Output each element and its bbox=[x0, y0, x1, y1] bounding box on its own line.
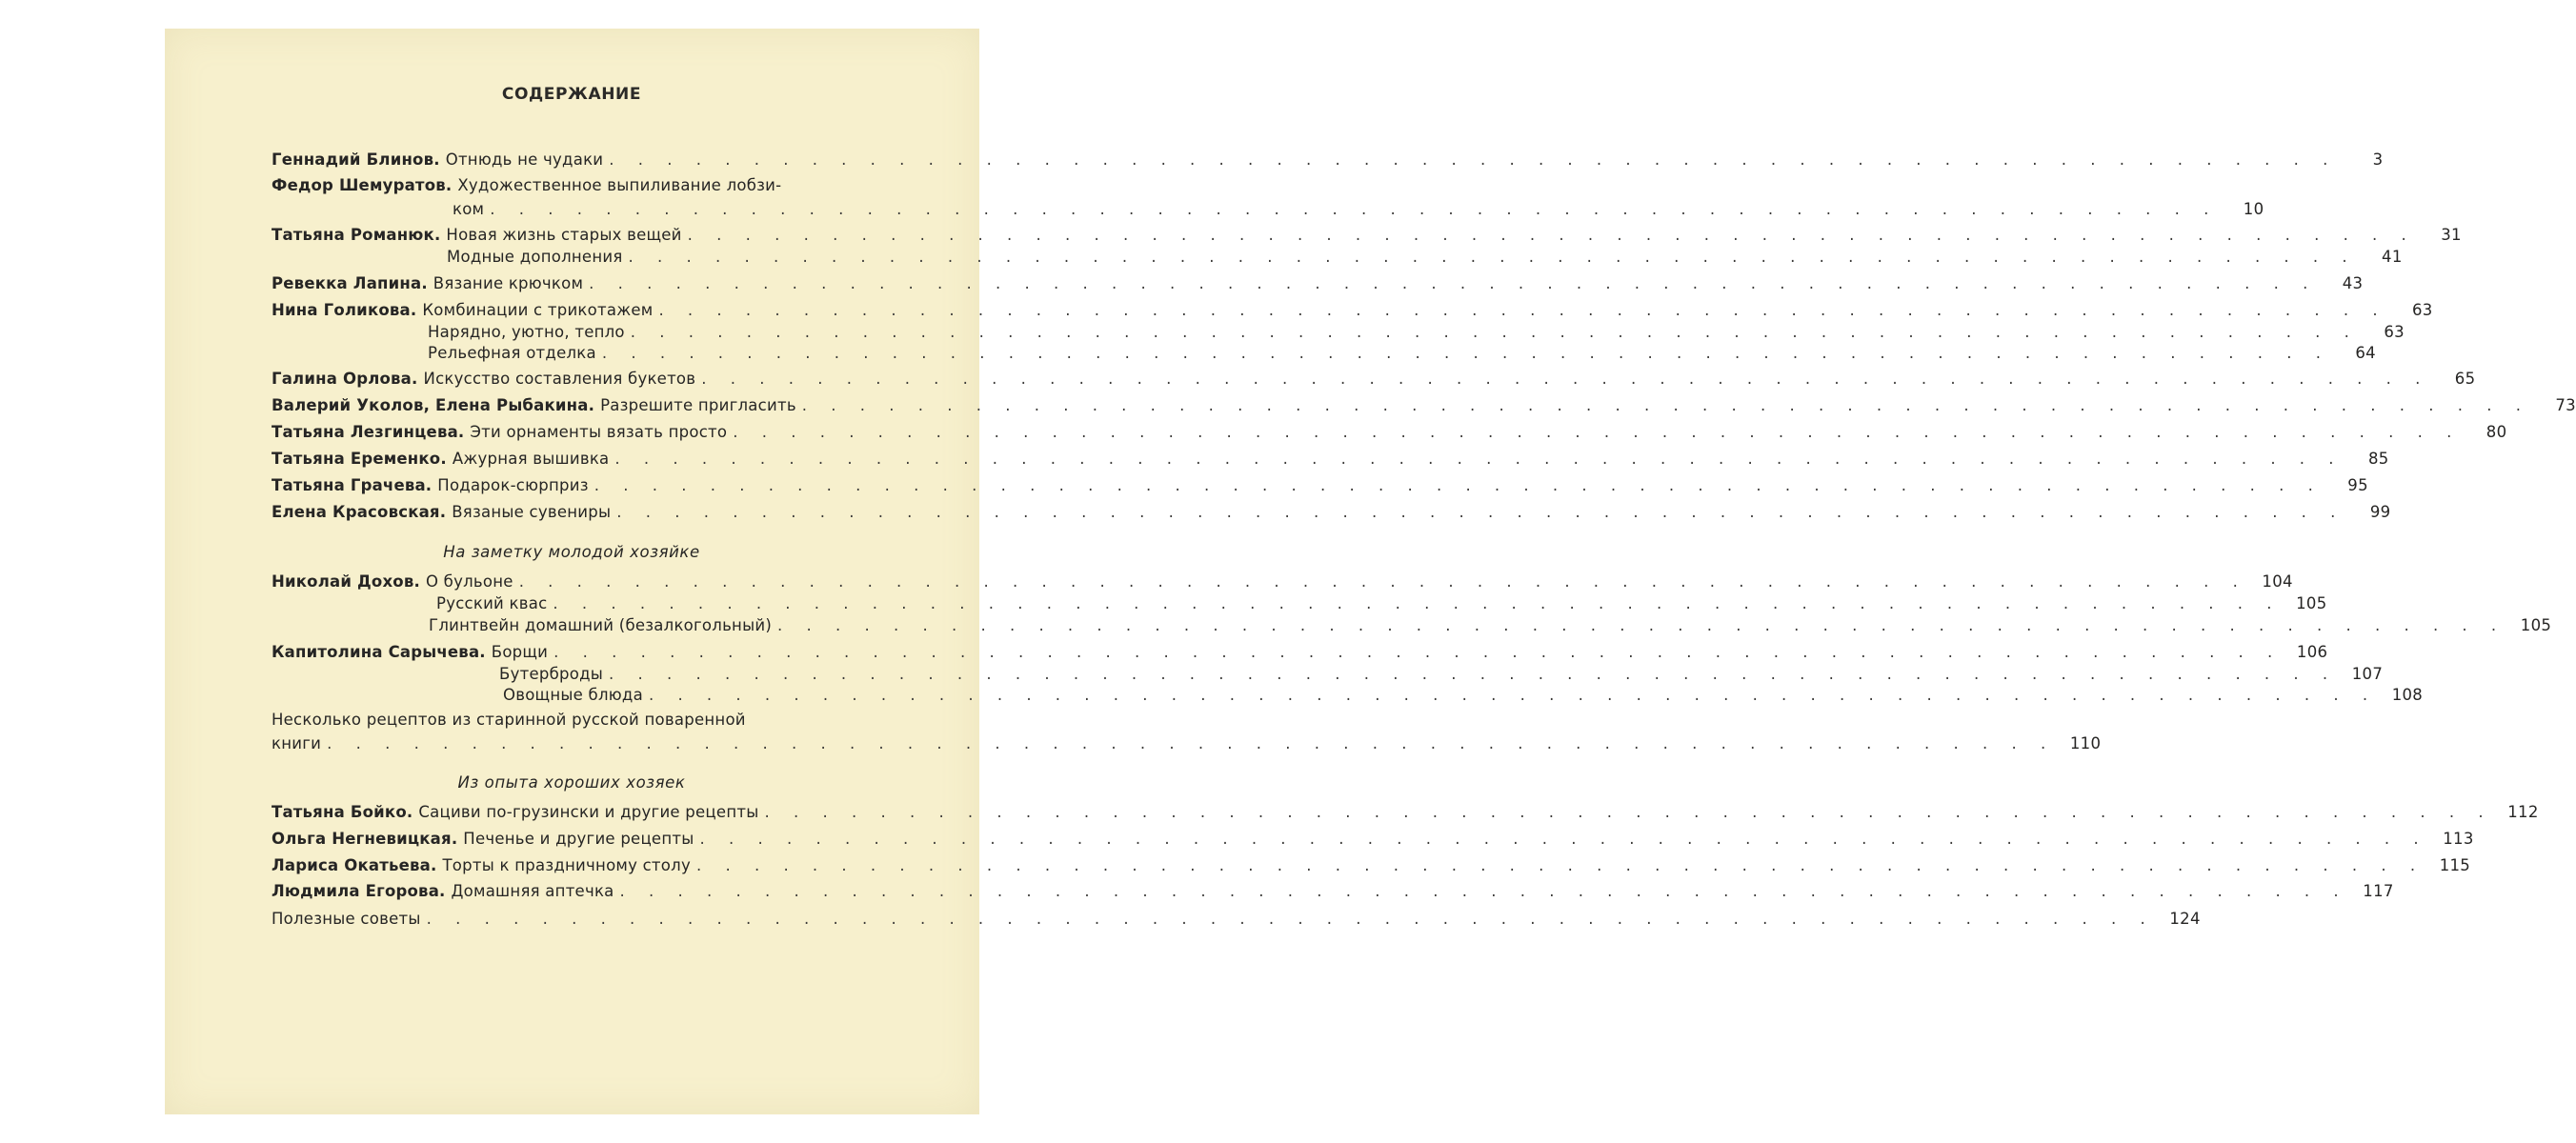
toc-entry-first-line bbox=[272, 711, 746, 730]
toc-text bbox=[272, 882, 614, 901]
leader-dots: . . . . . . . . . . . . . . . . . . . . . . . . . . . . . . . . . . . . . . . . . . . . . . . . . . . . . . . . . . . . bbox=[609, 665, 2338, 683]
toc-entry bbox=[272, 826, 2474, 849]
toc-page-number: 10 bbox=[2243, 200, 2264, 218]
toc-page-number: 63 bbox=[2411, 301, 2433, 319]
toc-page-number: 112 bbox=[2507, 803, 2539, 821]
toc-page-number: 99 bbox=[2369, 503, 2391, 521]
toc-title: Отнюдь не чудаки bbox=[445, 150, 604, 169]
page-title: СОДЕРЖАНИЕ bbox=[501, 85, 642, 104]
toc-author: Татьяна Романюк. bbox=[272, 226, 441, 244]
toc-text bbox=[503, 686, 643, 705]
toc-entry bbox=[272, 271, 2364, 293]
leader-dots: . . . . . . . . . . . . . . . . . . . . . . . . . . . . . . . . . . . . . . . . . . . . . . . . . . . . . . . . . . . . bbox=[695, 856, 2425, 874]
toc-entry bbox=[272, 569, 2293, 592]
toc-title: Модные дополнения bbox=[447, 248, 623, 266]
toc-page-number: 105 bbox=[2296, 594, 2327, 612]
toc-page-number: 113 bbox=[2443, 830, 2474, 848]
toc-text bbox=[272, 856, 691, 875]
toc-page-number: 117 bbox=[2363, 882, 2394, 900]
toc-author: Татьяна Грачева. bbox=[272, 476, 433, 494]
toc-text bbox=[272, 274, 583, 293]
toc-entry bbox=[272, 392, 2576, 415]
toc-author: Николай Дохов. bbox=[272, 572, 420, 591]
leader-dots: . . . . . . . . . . . . . . . . . . . . . . . . . . . . . . . . . . . . . . . . . . . . . . . . . . . . . . . . . . . . bbox=[764, 803, 2493, 821]
leader-dots: . . . . . . . . . . . . . . . . . . . . . . . . . . . . . . . . . . . . . . . . . . . . . . . . . . . . . . . . . . . . bbox=[609, 150, 2338, 169]
leader-dots: . . . . . . . . . . . . . . . . . . . . . . . . . . . . . . . . . . . . . . . . . . . . . . . . . . . . . . . . . . . . bbox=[553, 643, 2283, 661]
toc-entry bbox=[272, 366, 2476, 389]
leader-dots: . . . . . . . . . . . . . . . . . . . . . . . . . . . . . . . . . . . . . . . . . . . . . . . . . . . . . . . . . . . . bbox=[589, 274, 2318, 292]
toc-page-number: 106 bbox=[2296, 643, 2328, 661]
toc-title: Ажурная вышивка bbox=[452, 450, 610, 468]
toc-title: Домашняя аптечка bbox=[451, 882, 614, 900]
toc-page-number: 107 bbox=[2351, 665, 2384, 683]
leader-dots: . . . . . . . . . . . . . . . . . . . . . . . . . . . . . . . . . . . . . . . . . . . . . . . . . . . . . . . . . . . . bbox=[699, 830, 2428, 848]
section-heading-young-housewife: На заметку молодой хозяйке bbox=[443, 543, 700, 561]
leader-dots: . . . . . . . . . . . . . . . . . . . . . . . . . . . . . . . . . . . . . . . . . . . . . . . . . . . . . . . . . . . . bbox=[628, 248, 2357, 266]
leader-dots: . . . . . . . . . . . . . . . . . . . . . . . . . . . . . . . . . . . . . . . . . . . . . . . . . . . . . . . . . . . . bbox=[701, 370, 2430, 388]
toc-entry bbox=[272, 446, 2389, 469]
toc-text bbox=[447, 248, 623, 267]
toc-author: Валерий Уколов, Елена Рыбакина. bbox=[272, 396, 595, 414]
toc-title: Борщи bbox=[491, 643, 549, 661]
toc-entry bbox=[447, 244, 2403, 267]
leader-dots: . . . . . . . . . . . . . . . . . . . . . . . . . . . . . . . . . . . . . . . . . . . . . . . . . . . . . . . . . . . . bbox=[594, 476, 2323, 494]
toc-page-number: 73 bbox=[2555, 396, 2576, 414]
toc-page-number: 124 bbox=[2169, 910, 2201, 928]
toc-author: Ольга Негневицкая. bbox=[272, 830, 458, 848]
toc-author: Лариса Окатьева. bbox=[272, 856, 437, 874]
toc-title: Несколько рецептов из старинной русской поваренной bbox=[272, 711, 746, 729]
toc-title: Комбинации с трикотажем bbox=[422, 301, 654, 319]
toc-text bbox=[272, 423, 727, 442]
toc-title-continuation: книги bbox=[272, 734, 322, 752]
toc-entry bbox=[499, 661, 2384, 684]
toc-entry bbox=[272, 731, 2102, 753]
toc-entry bbox=[429, 612, 2552, 635]
toc-author: Татьяна Лезгинцева. bbox=[272, 423, 465, 441]
leader-dots: . . . . . . . . . . . . . . . . . . . . . . . . . . . . . . . . . . . . . . . . . . . . . . . . . . . . . . . . . . . . bbox=[426, 910, 2155, 928]
toc-entry bbox=[428, 319, 2405, 342]
toc-entry-first-line bbox=[272, 176, 781, 195]
toc-text bbox=[272, 910, 421, 929]
leader-dots: . . . . . . . . . . . . . . . . . . . . . . . . . . . . . . . . . . . . . . . . . . . . . . . . . . . . . . . . . . . . bbox=[648, 686, 2378, 704]
toc-page-number: 65 bbox=[2454, 370, 2476, 388]
toc-entry bbox=[272, 878, 2394, 901]
toc-text bbox=[272, 503, 611, 522]
toc-entry bbox=[272, 499, 2391, 522]
toc-entry bbox=[436, 591, 2327, 613]
toc-text bbox=[272, 643, 548, 662]
leader-dots: . . . . . . . . . . . . . . . . . . . . . . . . . . . . . . . . . . . . . . . . . . . . . . . . . . . . . . . . . . . . bbox=[777, 616, 2506, 634]
leader-dots: . . . . . . . . . . . . . . . . . . . . . . . . . . . . . . . . . . . . . . . . . . . . . . . . . . . . . . . . . . . . bbox=[327, 734, 2056, 752]
toc-text bbox=[272, 226, 682, 245]
toc-text bbox=[272, 803, 759, 822]
toc-entry bbox=[272, 799, 2539, 822]
toc-page-number: 64 bbox=[2355, 344, 2376, 362]
leader-dots: . . . . . . . . . . . . . . . . . . . . . . . . . . . . . . . . . . . . . . . . . . . . . . . . . . . . . . . . . . . . bbox=[614, 450, 2344, 468]
toc-entry bbox=[428, 340, 2376, 363]
section-heading-good-housewives: Из опыта хороших хозяек bbox=[457, 773, 686, 792]
toc-text bbox=[436, 594, 547, 613]
toc-page-number: 41 bbox=[2382, 248, 2403, 266]
toc-entry bbox=[503, 682, 2424, 705]
toc-text bbox=[272, 450, 609, 469]
toc-title: Вязаные сувениры bbox=[452, 503, 612, 521]
toc-entry bbox=[272, 147, 2384, 170]
leader-dots: . . . . . . . . . . . . . . . . . . . . . . . . . . . . . . . . . . . . . . . . . . . . . . . . . . . . . . . . . . . . bbox=[733, 423, 2462, 441]
leader-dots: . . . . . . . . . . . . . . . . . . . . . . . . . . . . . . . . . . . . . . . . . . . . . . . . . . . . . . . . . . . . bbox=[518, 572, 2247, 591]
toc-entry bbox=[272, 419, 2507, 442]
toc-author: Людмила Егорова. bbox=[272, 882, 446, 900]
toc-text bbox=[272, 572, 513, 592]
leader-dots: . . . . . . . . . . . . . . . . . . . . . . . . . . . . . . . . . . . . . . . . . . . . . . . . . . . . . . . . . . . . bbox=[619, 882, 2348, 900]
toc-page-number: 63 bbox=[2384, 323, 2405, 341]
toc-title: О бульоне bbox=[425, 572, 513, 591]
toc-text bbox=[428, 323, 625, 342]
leader-dots: . . . . . . . . . . . . . . . . . . . . . . . . . . . . . . . . . . . . . . . . . . . . . . . . . . . . . . . . . . . . bbox=[553, 594, 2282, 612]
toc-title: Рельефная отделка bbox=[428, 344, 596, 362]
leader-dots: . . . . . . . . . . . . . . . . . . . . . . . . . . . . . . . . . . . . . . . . . . . . . . . . . . . . . . . . . . . . bbox=[801, 396, 2530, 414]
toc-author: Нина Голикова. bbox=[272, 301, 417, 319]
toc-title: Художественное выпиливание лобзи- bbox=[457, 176, 782, 194]
toc-title: Нарядно, уютно, тепло bbox=[428, 323, 625, 341]
toc-entry bbox=[272, 906, 2201, 929]
toc-page-number: 31 bbox=[2441, 226, 2462, 244]
toc-text bbox=[499, 665, 603, 684]
toc-page-number: 110 bbox=[2069, 734, 2102, 752]
toc-page-number: 80 bbox=[2485, 423, 2507, 441]
toc-text bbox=[272, 301, 653, 320]
toc-text bbox=[272, 396, 796, 415]
leader-dots: . . . . . . . . . . . . . . . . . . . . . . . . . . . . . . . . . . . . . . . . . . . . . . . . . . . . . . . . . . . . bbox=[658, 301, 2387, 319]
toc-title: Сациви по-грузински и другие рецепты bbox=[418, 803, 759, 821]
leader-dots: . . . . . . . . . . . . . . . . . . . . . . . . . . . . . . . . . . . . . . . . . . . . . . . . . . . . . . . . . . . . bbox=[616, 503, 2345, 521]
toc-author: Галина Орлова. bbox=[272, 370, 418, 388]
toc-text bbox=[429, 616, 772, 635]
toc-page-number: 104 bbox=[2262, 572, 2293, 591]
toc-title: Бутерброды bbox=[499, 665, 604, 683]
toc-title: Эти орнаменты вязать просто bbox=[470, 423, 728, 441]
toc-text bbox=[272, 370, 695, 389]
toc-text bbox=[272, 830, 694, 849]
toc-entry bbox=[272, 297, 2433, 320]
toc-title: Печенье и другие рецепты bbox=[463, 830, 694, 848]
toc-title: Искусство составления букетов bbox=[423, 370, 696, 388]
toc-page-number: 85 bbox=[2367, 450, 2389, 468]
toc-title: Разрешите пригласить bbox=[600, 396, 796, 414]
toc-title-continuation: ком bbox=[453, 200, 485, 218]
toc-author: Геннадий Блинов. bbox=[272, 150, 440, 169]
toc-page-number: 108 bbox=[2391, 686, 2424, 704]
toc-entry bbox=[272, 852, 2471, 875]
toc-author: Ревекка Лапина. bbox=[272, 274, 428, 292]
leader-dots: . . . . . . . . . . . . . . . . . . . . . . . . . . . . . . . . . . . . . . . . . . . . . . . . . . . . . . . . . . . . bbox=[630, 323, 2359, 341]
toc-title: Подарок-сюрприз bbox=[437, 476, 589, 494]
leader-dots: . . . . . . . . . . . . . . . . . . . . . . . . . . . . . . . . . . . . . . . . . . . . . . . . . . . . . . . . . . . . bbox=[601, 344, 2330, 362]
toc-author: Татьяна Еременко. bbox=[272, 450, 447, 468]
toc-text bbox=[272, 150, 603, 170]
leader-dots: . . . . . . . . . . . . . . . . . . . . . . . . . . . . . . . . . . . . . . . . . . . . . . . . . . . . . . . . . . . . bbox=[687, 226, 2416, 244]
toc-page-number: 95 bbox=[2347, 476, 2368, 494]
toc-author: Татьяна Бойко. bbox=[272, 803, 413, 821]
toc-page-number: 105 bbox=[2520, 616, 2552, 634]
toc-page-number: 3 bbox=[2372, 150, 2384, 169]
toc-entry bbox=[272, 196, 2264, 219]
toc-title: Новая жизнь старых вещей bbox=[446, 226, 682, 244]
toc-text bbox=[272, 476, 589, 495]
toc-title: Русский квас bbox=[436, 594, 548, 612]
toc-entry bbox=[272, 222, 2462, 245]
leader-dots: . . . . . . . . . . . . . . . . . . . . . . . . . . . . . . . . . . . . . . . . . . . . . . . . . . . . . . . . . . . . bbox=[490, 200, 2219, 218]
toc-title: Полезные советы bbox=[272, 910, 421, 928]
toc-author: Капитолина Сарычева. bbox=[272, 643, 486, 661]
toc-author: Елена Красовская. bbox=[272, 503, 447, 521]
toc-author: Федор Шемуратов. bbox=[272, 176, 453, 194]
toc-page-number: 115 bbox=[2439, 856, 2471, 874]
toc-text bbox=[428, 344, 596, 363]
toc-entry bbox=[272, 472, 2368, 495]
toc-title: Глинтвейн домашний (безалкогольный) bbox=[429, 616, 773, 634]
toc-title: Вязание крючком bbox=[433, 274, 584, 292]
toc-title: Торты к праздничному столу bbox=[442, 856, 691, 874]
toc-page-number: 43 bbox=[2342, 274, 2364, 292]
toc-title: Овощные блюда bbox=[503, 686, 643, 704]
toc-entry bbox=[272, 639, 2328, 662]
